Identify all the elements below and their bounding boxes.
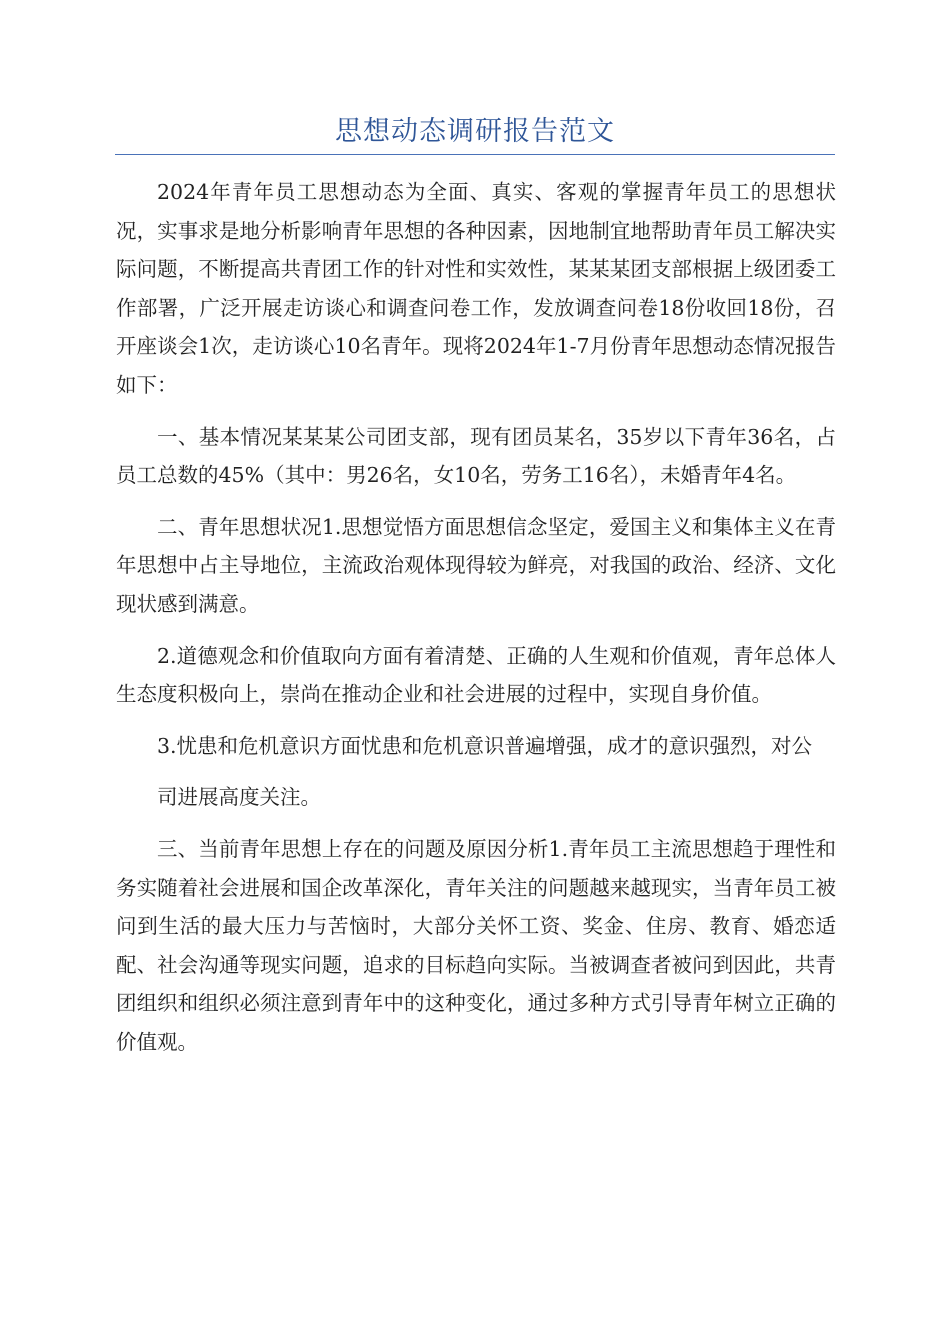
paragraph-thought-status: 二、青年思想状况1.思想觉悟方面思想信念坚定，爱国主义和集体主义在青年思想中占主导地位，主流政治观体现得较为鲜亮，对我国的政治、经济、文化现状感到满意。	[116, 514, 836, 616]
paragraph-problems: 三、当前青年思想上存在的问题及原因分析1.青年员工主流思想趋于理性和务实随着社会进展和国企改革深化，青年关注的问题越来越现实，当青年员工被问到生活的最大压力与苦恼时，大部分关怀工资、奖金、住房、教育、婚恋适配、社会沟通等现实问题，追求的目标趋向实际。当被调查者被问到因此，共青团组织和组织必须注意到青年中的这种变化，通过多种方式引导青年树立正确的价值观。	[116, 836, 836, 1054]
paragraph-values: 2.道德观念和价值取向方面有着清楚、正确的人生观和价值观，青年总体人生态度积极向上，崇尚在推动企业和社会进展的过程中，实现自身价值。	[116, 643, 836, 707]
paragraph-awareness: 3.忧患和危机意识方面忧患和危机意识普遍增强，成才的意识强烈，对公	[157, 733, 813, 758]
paragraph-awareness-continued: 司进展高度关注。	[157, 785, 321, 810]
document-body	[116, 173, 836, 1074]
title-underline	[115, 154, 835, 155]
document-title: 思想动态调研报告范文	[335, 116, 615, 147]
paragraph-intro: 2024年青年员工思想动态为全面、真实、客观的掌握青年员工的思想状况，实事求是地分析影响青年思想的各种因素，因地制宜地帮助青年员工解决实际问题，不断提高共青团工作的针对性和实效性，某某某团支部根据上级团委工作部署，广泛开展走访谈心和调查问卷工作，发放调查问卷18份收回18份，召开座谈会1次，走访谈心10名青年。现将2024年1-7月份青年思想动态情况报告如下：	[116, 180, 836, 397]
paragraph-basic-info: 一、基本情况某某某公司团支部，现有团员某名，35岁以下青年36名，占员工总数的45%（其中：男26名，女10名，劳务工16名），未婚青年4名。	[116, 424, 836, 488]
